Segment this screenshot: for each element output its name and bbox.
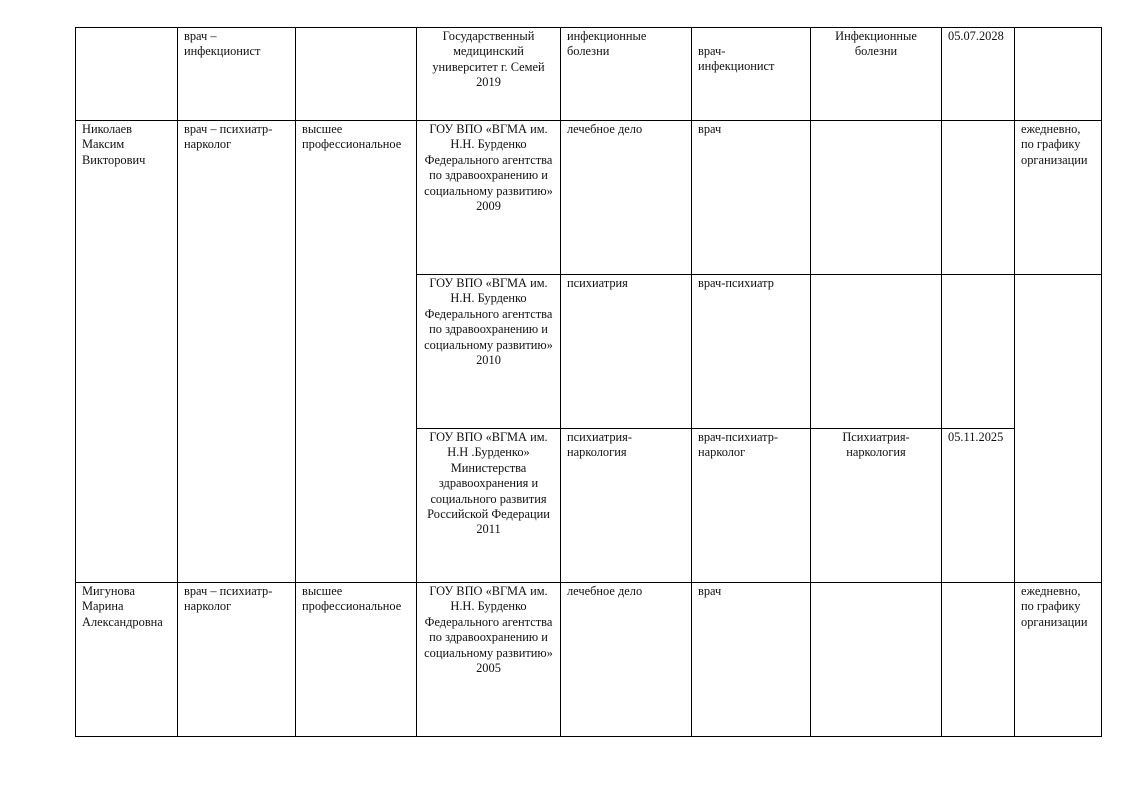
cert-date-cell (942, 121, 1015, 275)
qualification-cell: врач (692, 583, 811, 737)
name-cell (76, 28, 178, 121)
education-level-cell: высшее профессиональное (296, 121, 417, 583)
qualification-cell: врач (692, 121, 811, 275)
staff-table (75, 27, 1102, 737)
position-cell: врач – психиатр-нарколог (178, 121, 296, 583)
schedule-cell: ежедневно, по графику организации (1015, 583, 1102, 737)
certificate-cell (811, 121, 942, 275)
schedule-cell-empty (1015, 275, 1102, 583)
cert-date-cell: 05.07.2028 (942, 28, 1015, 121)
table-row (76, 28, 1102, 121)
certificate-cell (811, 275, 942, 429)
education-level-cell (296, 28, 417, 121)
institution-cell: ГОУ ВПО «ВГМА им. Н.Н .Бурденко» Министерства здравоохранения и социального развития Российской Федерации 2011 (417, 429, 561, 583)
institution-cell: ГОУ ВПО «ВГМА им. Н.Н. Бурденко Федерального агентства по здравоохранению и социальному развитию» 2009 (417, 121, 561, 275)
position-cell: врач – психиатр-нарколог (178, 583, 296, 737)
table-row (76, 121, 1102, 275)
institution-cell: Государственный медицинский университет г. Семей 2019 (417, 28, 561, 121)
name-cell: Николаев Максим Викторович (76, 121, 178, 583)
certificate-cell: Инфекционные болезни (811, 28, 942, 121)
specialty-cell: психиатрия (561, 275, 692, 429)
cert-date-cell (942, 583, 1015, 737)
schedule-cell (1015, 28, 1102, 121)
name-cell: Мигунова Марина Александровна (76, 583, 178, 737)
qualification-cell: врач-психиатр- нарколог (692, 429, 811, 583)
schedule-cell: ежедневно, по графику организации (1015, 121, 1102, 275)
cert-date-cell: 05.11.2025 (942, 429, 1015, 583)
institution-cell: ГОУ ВПО «ВГМА им. Н.Н. Бурденко Федерального агентства по здравоохранению и социальному развитию» 2010 (417, 275, 561, 429)
education-level-cell: высшее профессиональное (296, 583, 417, 737)
certificate-cell: Психиатрия- наркология (811, 429, 942, 583)
table-row (76, 583, 1102, 737)
specialty-cell: лечебное дело (561, 121, 692, 275)
specialty-cell: лечебное дело (561, 583, 692, 737)
specialty-cell: инфекционные болезни (561, 28, 692, 121)
institution-cell: ГОУ ВПО «ВГМА им. Н.Н. Бурденко Федерального агентства по здравоохранению и социальному развитию» 2005 (417, 583, 561, 737)
qualification-cell: врач- инфекционист (692, 28, 811, 121)
position-cell: врач – инфекционист (178, 28, 296, 121)
cert-date-cell (942, 275, 1015, 429)
certificate-cell (811, 583, 942, 737)
qualification-cell: врач-психиатр (692, 275, 811, 429)
specialty-cell: психиатрия- наркология (561, 429, 692, 583)
